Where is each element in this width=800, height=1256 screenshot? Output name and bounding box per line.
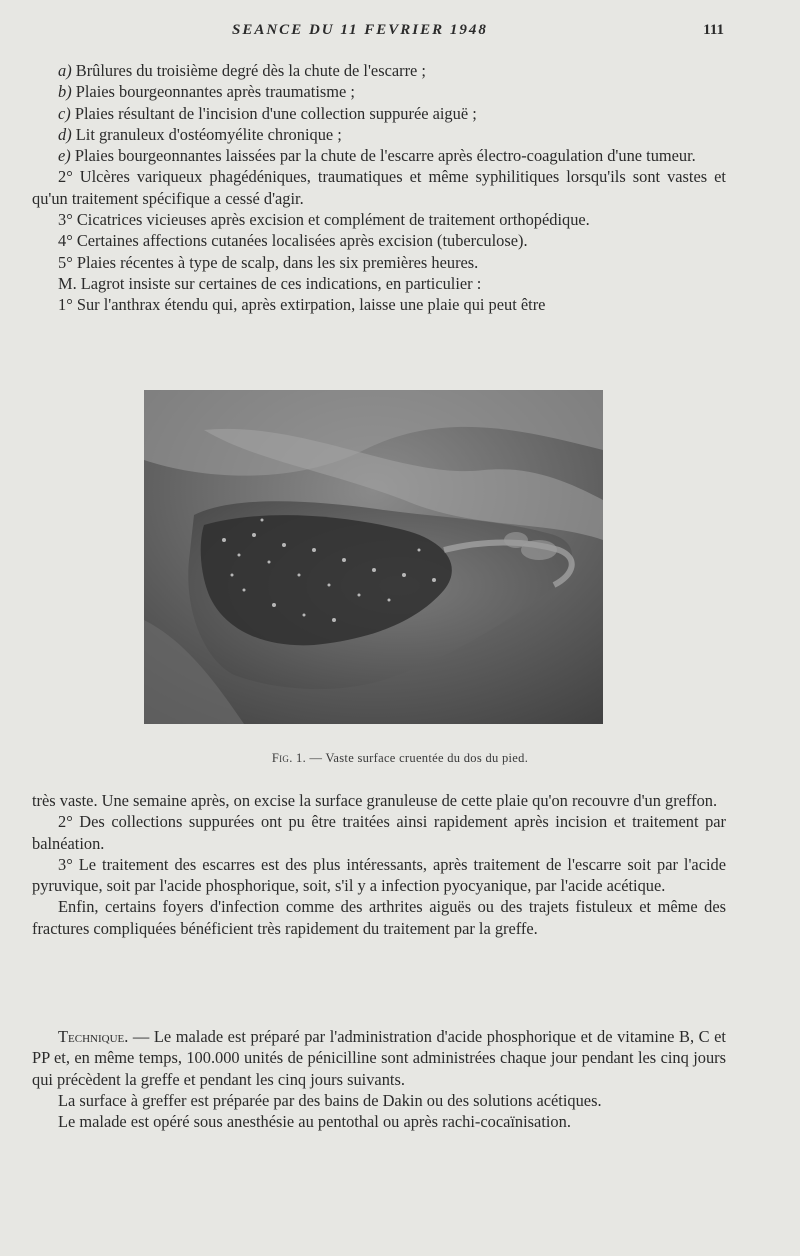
section-heading: Technique. bbox=[58, 1027, 129, 1046]
list-item: c) Plaies résultant de l'incision d'une collection suppurée aiguë ; bbox=[58, 103, 477, 123]
list-item: d) Lit granuleux d'ostéomyélite chronique ; bbox=[58, 124, 342, 144]
paragraph: 3° Cicatrices vicieuses après excision et complément de traitement orthopédique. bbox=[58, 210, 590, 230]
paragraph: Le malade est opéré sous anesthésie au pentothal ou après rachi-cocaïnisation. bbox=[58, 1112, 571, 1132]
figure-photograph bbox=[144, 390, 603, 724]
figure-label: Fig. 1. bbox=[271, 751, 307, 765]
paragraph: 2° Ulcères variqueux phagédéniques, traumatiques et même syphilitiques lorsqu'ils sont vastes et qu'un traitement spécifique a cessé d'agir. bbox=[32, 167, 726, 208]
list-item: e) Plaies bourgeonnantes laissées par la chute de l'escarre après électro-coagulation d'une tumeur. bbox=[58, 146, 696, 166]
list-item: b) Plaies bourgeonnantes après traumatisme ; bbox=[58, 82, 355, 102]
technique-paragraph: Technique. — Le malade est préparé par l'administration d'acide phosphorique et de vitamine B, C et PP et, en même temps, 100.000 unités de pénicilline sont administrées chaque jour pendant les cinq jours qui précèdent la greffe et pendant les cinq jours suivants. bbox=[32, 1027, 726, 1089]
figure-caption bbox=[0, 751, 800, 766]
page-number: 111 bbox=[703, 22, 724, 38]
paragraph: 5° Plaies récentes à type de scalp, dans les six premières heures. bbox=[58, 252, 479, 272]
paragraph: 4° Certaines affections cutanées localisées après excision (tuberculose). bbox=[58, 231, 528, 251]
continuation-block bbox=[32, 790, 726, 939]
indications-block bbox=[32, 60, 726, 316]
running-header bbox=[0, 22, 800, 42]
technique-section bbox=[32, 1026, 726, 1132]
paragraph: Enfin, certains foyers d'infection comme des arthrites aiguës ou des trajets fistuleux et même des fractures compliquées bénéficient très rapidement du traitement par la greffe. bbox=[32, 897, 726, 938]
paragraph: La surface à greffer est préparée par des bains de Dakin ou des solutions acétiques. bbox=[58, 1090, 602, 1110]
header-title: SEANCE DU 11 FEVRIER 1948 bbox=[232, 22, 488, 38]
figure-caption-text: — Vaste surface cruentée du dos du pied. bbox=[306, 751, 529, 765]
paragraph: très vaste. Une semaine après, on excise la surface granuleuse de cette plaie qu'on recouvre d'un greffon. bbox=[32, 791, 718, 810]
foot-wound-photo bbox=[144, 390, 603, 724]
paragraph: 3° Le traitement des escarres est des plus intéressants, après traitement de l'escarre soit par l'acide pyruvique, soit par l'acide phosphorique, soit, s'il y a infection pyocyanique, par l'acide acétique. bbox=[32, 854, 726, 896]
paragraph: M. Lagrot insiste sur certaines de ces indications, en particulier : bbox=[58, 273, 482, 293]
paragraph: 2° Des collections suppurées ont pu être traitées ainsi rapidement après incision et traitement par balnéation. bbox=[32, 812, 726, 853]
list-item: a) Brûlures du troisième degré dès la chute de l'escarre ; bbox=[58, 61, 426, 80]
paragraph: 1° Sur l'anthrax étendu qui, après extirpation, laisse une plaie qui peut être bbox=[58, 295, 546, 315]
